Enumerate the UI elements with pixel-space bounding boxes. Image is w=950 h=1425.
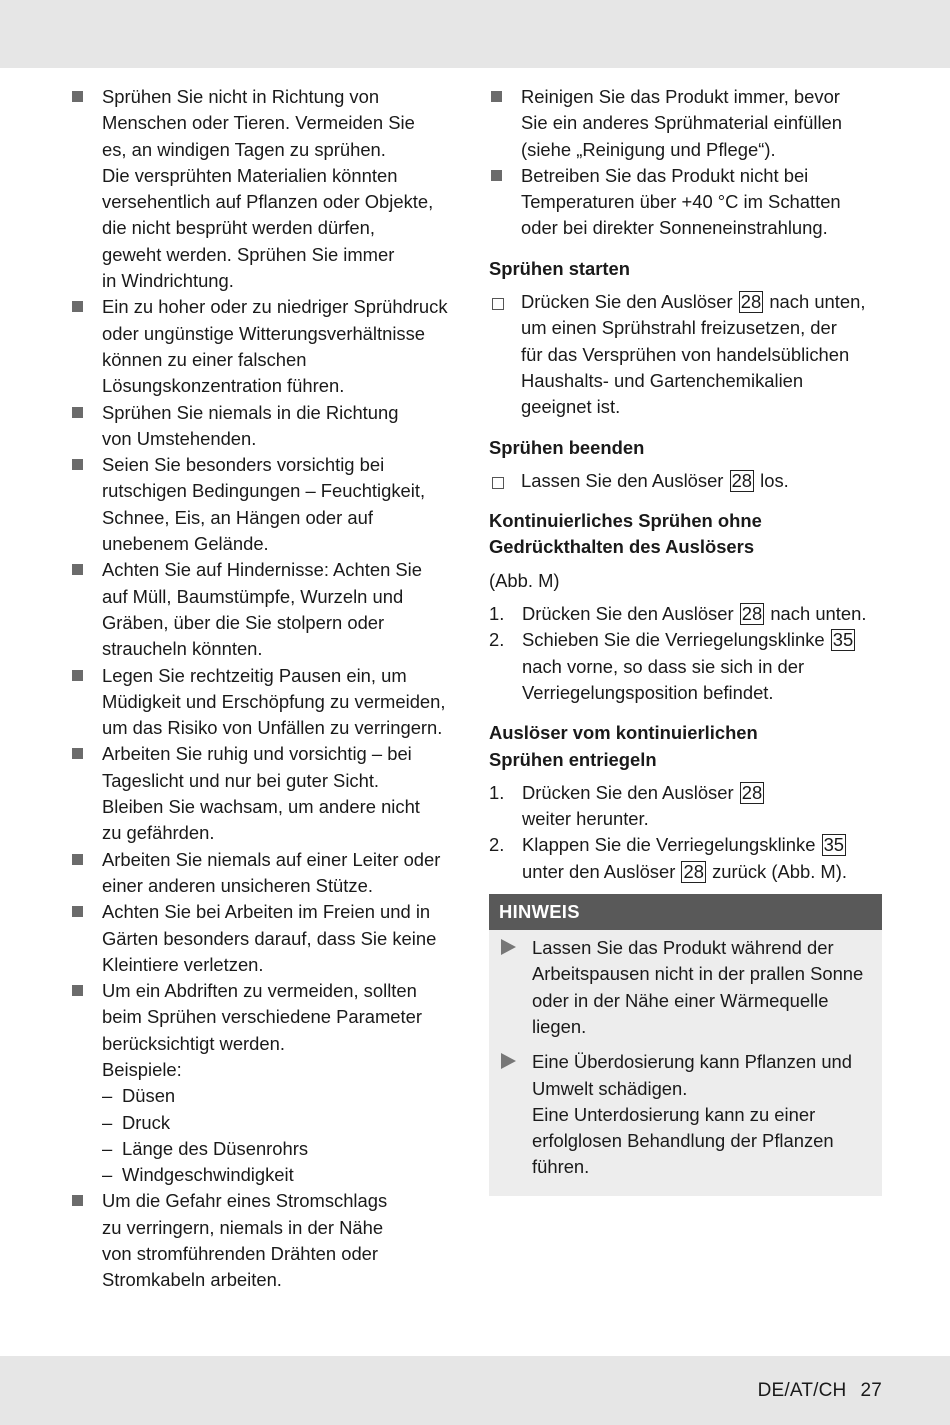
cleaning-list [489,84,882,242]
example-item [102,1110,465,1136]
square-bullet-icon [491,91,502,102]
square-bullet-icon [72,985,83,996]
list-item-line: zu verringern, niemals in der Nähe [102,1216,384,1238]
note-line: Arbeitspausen nicht in der prallen Sonne [532,963,864,985]
list-item-line: Beispiele: [102,1058,182,1080]
example-text: Druck [122,1111,171,1133]
list-item-line: von stromführenden Drähten oder [102,1243,379,1265]
list-item-line: straucheln könnten. [102,638,263,660]
list-item [489,163,882,242]
list-item-line: oder bei direkter Sonneneinstrahlung. [521,217,828,239]
square-bullet-icon [72,91,83,102]
page-number: 27 [860,1380,882,1401]
list-item-line: (siehe „Reinigung und Pflege“). [521,138,776,160]
list-item [70,1188,465,1293]
list-item: Drücken Sie den Auslöser 28 nach unten, um einen Sprühstrahl freizusetzen, der für das Versprühen von handelsüblichen Haushalts- und Gartenchemikalien geeignet ist. [489,289,882,420]
dash-marker: – [102,1085,113,1107]
dash-marker: – [102,1111,113,1133]
left-column [70,84,465,1294]
square-bullet-icon [72,854,83,865]
note-line: führen. [532,1156,590,1178]
square-bullet-icon [72,670,83,681]
list-item-line: Achten Sie auf Hindernisse: Achten Sie [102,559,422,581]
right-column [489,84,882,1196]
triangle-bullet-icon [501,939,516,955]
list-item-line: Bleiben Sie wachsam, um andere nicht [102,796,420,818]
list-item-line: Gärten besonders darauf, dass Sie keine [102,927,437,949]
square-bullet-icon [72,1195,83,1206]
list-item-line: Um ein Abdriften zu vermeiden, sollten [102,980,417,1002]
example-item [102,1136,465,1162]
list-item-line: Um die Gefahr eines Stromschlags [102,1190,388,1212]
part-reference: 35 [832,629,854,651]
list-item-line: Arbeiten Sie niemals auf einer Leiter oder [102,848,441,870]
note-box [489,894,882,1196]
section-heading-stop: Sprühen beenden [489,436,645,458]
list-item-line: einer anderen unsicheren Stütze. [102,874,373,896]
dash-marker: – [102,1164,113,1186]
list-item-line: Ein zu hoher oder zu niedriger Sprühdruck [102,296,448,318]
triangle-bullet-icon [501,1053,516,1069]
note-item [499,1049,872,1180]
step-item: 1. Drücken Sie den Auslöser 28 nach unten. [489,603,867,625]
square-bullet-icon [72,459,83,470]
list-item-line: Die versprühten Materialien könnten [102,164,398,186]
note-line: Eine Überdosierung kann Pflanzen und [532,1051,853,1073]
list-item-line: unebenem Gelände. [102,533,269,555]
list-item-line: zu gefährden. [102,822,215,844]
list-item-line: Temperaturen über +40 °C im Schatten [521,191,841,213]
note-line: Umwelt schädigen. [532,1077,688,1099]
example-text: Länge des Düsenrohrs [122,1137,309,1159]
section-heading-unlock: Auslöser vom kontinuierlichen Sprühen entriegeln [489,722,758,770]
list-item-line: geweht werden. Sprühen Sie immer [102,243,395,265]
list-item-line: Menschen oder Tieren. Vermeiden Sie [102,112,415,134]
list-item [70,400,465,453]
header-band [0,0,950,68]
list-item-line: auf Müll, Baumstümpfe, Wurzeln und [102,585,404,607]
square-bullet-icon [72,906,83,917]
square-bullet-icon [491,170,502,181]
figure-reference: (Abb. M) [489,569,560,591]
language-codes: DE/AT/CH [757,1380,847,1401]
list-item [70,452,465,557]
part-reference: 28 [741,781,763,803]
list-item-line: Sie ein anderes Sprühmaterial einfüllen [521,112,843,134]
example-item [102,1083,465,1109]
note-line: Lassen Sie das Produkt während der [532,937,834,959]
note-line: liegen. [532,1015,587,1037]
checkbox-square-icon [492,298,504,310]
list-item-line: Reinigen Sie das Produkt immer, bevor [521,86,840,107]
continuous-steps [489,601,882,706]
step-item: 2. Schieben Sie die Verriegelungsklinke 35 nach vorne, so dass sie sich in der Verriegelungsposition befindet. [489,629,854,703]
unlock-steps [489,780,882,885]
list-item-line: rutschigen Bedingungen – Feuchtigkeit, [102,480,426,502]
list-item [70,847,465,900]
list-item-line: oder ungünstige Witterungsverhältnisse [102,322,426,344]
note-item [499,935,872,1040]
list-item [489,84,882,163]
stop-list [489,468,882,494]
list-item: Lassen Sie den Auslöser 28 los. [489,468,882,494]
list-item [70,84,465,294]
list-item-line: Arbeiten Sie ruhig und vorsichtig – bei [102,743,412,765]
square-bullet-icon [72,301,83,312]
square-bullet-icon [72,407,83,418]
list-item-line: Seien Sie besonders vorsichtig bei [102,454,385,476]
list-item-line: Müdigkeit und Erschöpfung zu vermeiden, [102,690,446,712]
part-reference: 28 [740,291,762,313]
part-reference: 35 [823,834,845,856]
safety-list [70,84,465,1294]
note-list [489,930,882,1181]
list-item-line: Sprühen Sie nicht in Richtung von [102,86,380,107]
list-item [70,899,465,978]
list-item-line: Achten Sie bei Arbeiten im Freien und in [102,901,431,923]
section-heading-continuous: Kontinuierliches Sprühen ohne Gedrückthalten des Auslösers [489,510,762,558]
list-item-line: Stromkabeln arbeiten. [102,1269,282,1291]
list-item [70,663,465,742]
list-item-line: berücksichtigt werden. [102,1032,285,1054]
section-heading-start: Sprühen starten [489,257,631,279]
example-item [102,1162,465,1188]
list-item-line: Lösungskonzentration führen. [102,375,345,397]
list-item-line: die nicht besprüht werden dürfen, [102,217,375,239]
list-item [70,978,465,1188]
list-item-line: von Umstehenden. [102,427,257,449]
part-reference: 28 [741,603,763,625]
start-list [489,289,882,420]
list-item-line: können zu einer falschen [102,348,307,370]
note-line: Eine Unterdosierung kann zu einer [532,1103,816,1125]
list-item [70,294,465,399]
example-text: Windgeschwindigkeit [122,1164,294,1186]
list-item-line: Kleintiere verletzen. [102,953,264,975]
list-item-line: Legen Sie rechtzeitig Pausen ein, um [102,664,407,686]
list-item-line: es, an windigen Tagen zu sprühen. [102,138,386,160]
list-item-line: Betreiben Sie das Produkt nicht bei [521,164,809,186]
part-reference: 28 [683,860,704,882]
list-item-line: in Windrichtung. [102,270,234,292]
list-item-line: beim Sprühen verschiedene Parameter [102,1006,422,1028]
example-list [102,1083,465,1188]
note-line: erfolglosen Behandlung der Pflanzen [532,1130,834,1152]
step-item: 2. Klappen Sie die Verriegelungsklinke 35 unter den Auslöser 28 zurück (Abb. M). [489,834,847,882]
square-bullet-icon [72,564,83,575]
list-item-line: Gräben, über die Sie stolpern oder [102,611,385,633]
part-reference: 28 [731,469,753,491]
checkbox-square-icon [492,477,504,489]
list-item-line: versehentlich auf Pflanzen oder Objekte, [102,191,434,213]
example-text: Düsen [122,1085,176,1107]
page-footer [758,1380,882,1402]
list-item-line: um das Risiko von Unfällen zu verringern. [102,717,443,739]
note-line: oder in der Nähe einer Wärmequelle [532,989,829,1011]
list-item-line: Schnee, Eis, an Hängen oder auf [102,506,373,528]
list-item-line: Tageslicht und nur bei guter Sicht. [102,769,380,791]
step-item: 1. Drücken Sie den Auslöser 28 weiter herunter. [489,781,763,830]
list-item [70,741,465,846]
list-item-line: Sprühen Sie niemals in die Richtung [102,401,399,423]
square-bullet-icon [72,748,83,759]
dash-marker: – [102,1137,113,1159]
note-title: HINWEIS [489,894,882,930]
list-item [70,557,465,662]
